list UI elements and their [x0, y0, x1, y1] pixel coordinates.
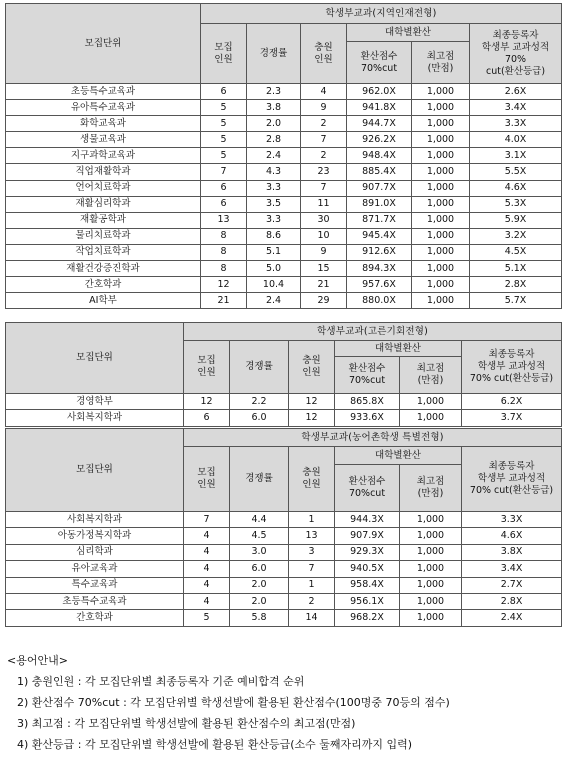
cell-filled: 2 — [301, 116, 347, 132]
cell-competition: 5.8 — [230, 610, 289, 626]
cell-final-grade: 3.4X — [470, 100, 562, 116]
cell-max-score: 1,000 — [412, 212, 470, 228]
cell-recruit: 7 — [184, 512, 230, 528]
header-final: 최종등록자 학생부 교과성적 70% cut(환산등급) — [462, 341, 562, 394]
cell-conv-score: 880.0X — [347, 293, 412, 309]
cell-unit: 초등특수교육과 — [6, 84, 201, 100]
cell-filled: 1 — [289, 577, 335, 593]
table-row — [6, 410, 562, 426]
header-conv-score: 환산점수 70%cut — [347, 42, 412, 84]
header-univ-conv: 대학별환산 — [335, 341, 462, 357]
cell-competition: 4.5 — [230, 528, 289, 544]
cell-competition: 8.6 — [247, 228, 301, 244]
cell-final-grade: 4.6X — [470, 180, 562, 196]
cell-recruit: 4 — [184, 528, 230, 544]
cell-competition: 6.0 — [230, 561, 289, 577]
cell-competition: 2.4 — [247, 293, 301, 309]
cell-recruit: 7 — [201, 164, 247, 180]
note-item: 2) 환산점수 70%cut : 각 모집단위별 학생선발에 활용된 환산점수(100명중 70등의 점수) — [17, 696, 450, 709]
admission-table-regional — [5, 3, 562, 309]
cell-recruit: 4 — [184, 561, 230, 577]
cell-filled: 1 — [289, 512, 335, 528]
cell-conv-score: 926.2X — [347, 132, 412, 148]
cell-conv-score: 958.4X — [335, 577, 400, 593]
header-conv-score: 환산점수 70%cut — [335, 465, 400, 512]
cell-unit: 특수교육과 — [6, 577, 184, 593]
cell-max-score: 1,000 — [400, 610, 462, 626]
header-unit: 모집단위 — [6, 429, 184, 512]
cell-final-grade: 3.8X — [462, 544, 562, 560]
cell-unit: 재활건강증진학과 — [6, 261, 201, 277]
cell-conv-score: 945.4X — [347, 228, 412, 244]
cell-recruit: 8 — [201, 244, 247, 260]
cell-competition: 3.3 — [247, 180, 301, 196]
cell-final-grade: 3.1X — [470, 148, 562, 164]
cell-competition: 3.3 — [247, 212, 301, 228]
cell-conv-score: 907.7X — [347, 180, 412, 196]
table-row — [6, 577, 562, 593]
cell-final-grade: 3.3X — [462, 512, 562, 528]
cell-competition: 2.3 — [247, 84, 301, 100]
header-recruit: 모집 인원 — [201, 24, 247, 84]
cell-competition: 2.0 — [230, 577, 289, 593]
table-row — [6, 512, 562, 528]
cell-filled: 30 — [301, 212, 347, 228]
cell-conv-score: 871.7X — [347, 212, 412, 228]
cell-filled: 2 — [289, 593, 335, 609]
cell-max-score: 1,000 — [400, 561, 462, 577]
cell-unit: 재활공학과 — [6, 212, 201, 228]
header-univ-conv: 대학별환산 — [347, 24, 470, 42]
cell-unit: 물리치료학과 — [6, 228, 201, 244]
cell-conv-score: 865.8X — [335, 394, 400, 410]
cell-unit: 재활심리학과 — [6, 196, 201, 212]
cell-conv-score: 940.5X — [335, 561, 400, 577]
cell-recruit: 5 — [184, 610, 230, 626]
cell-final-grade: 2.4X — [462, 610, 562, 626]
cell-final-grade: 2.7X — [462, 577, 562, 593]
cell-conv-score: 957.6X — [347, 277, 412, 293]
cell-filled: 23 — [301, 164, 347, 180]
cell-max-score: 1,000 — [412, 293, 470, 309]
cell-competition: 10.4 — [247, 277, 301, 293]
cell-conv-score: 944.7X — [347, 116, 412, 132]
cell-conv-score: 912.6X — [347, 244, 412, 260]
cell-unit: 화학교육과 — [6, 116, 201, 132]
cell-filled: 21 — [301, 277, 347, 293]
cell-final-grade: 3.3X — [470, 116, 562, 132]
cell-final-grade: 3.2X — [470, 228, 562, 244]
cell-unit: 직업재활학과 — [6, 164, 201, 180]
cell-filled: 11 — [301, 196, 347, 212]
table-row — [6, 180, 562, 196]
header-filled: 충원 인원 — [289, 447, 335, 512]
table-row — [6, 228, 562, 244]
table-row — [6, 610, 562, 626]
header-competition: 경쟁률 — [247, 24, 301, 84]
cell-max-score: 1,000 — [400, 528, 462, 544]
terminology-notes — [7, 650, 450, 755]
notes-heading: <용어안내> — [7, 654, 68, 667]
cell-recruit: 13 — [201, 212, 247, 228]
cell-competition: 2.4 — [247, 148, 301, 164]
cell-unit: 경영학부 — [6, 394, 184, 410]
cell-final-grade: 5.9X — [470, 212, 562, 228]
cell-competition: 3.8 — [247, 100, 301, 116]
cell-filled: 4 — [301, 84, 347, 100]
cell-recruit: 5 — [201, 132, 247, 148]
note-item: 3) 최고점 : 각 모집단위별 학생선발에 활용된 환산점수의 최고점(만점) — [17, 717, 356, 730]
cell-conv-score: 956.1X — [335, 593, 400, 609]
cell-max-score: 1,000 — [412, 196, 470, 212]
cell-filled: 14 — [289, 610, 335, 626]
cell-unit: AI학부 — [6, 293, 201, 309]
header-final: 최종등록자 학생부 교과성적 70% cut(환산등급) — [462, 447, 562, 512]
cell-unit: 언어치료학과 — [6, 180, 201, 196]
cell-max-score: 1,000 — [412, 164, 470, 180]
table-row — [6, 196, 562, 212]
cell-recruit: 4 — [184, 577, 230, 593]
cell-unit: 사회복지학과 — [6, 410, 184, 426]
header-filled: 충원 인원 — [289, 341, 335, 394]
cell-max-score: 1,000 — [400, 394, 462, 410]
cell-competition: 5.0 — [247, 261, 301, 277]
cell-competition: 2.0 — [247, 116, 301, 132]
cell-max-score: 1,000 — [400, 544, 462, 560]
cell-recruit: 12 — [201, 277, 247, 293]
header-unit: 모집단위 — [6, 4, 201, 84]
header-max-score: 최고점 (만점) — [400, 357, 462, 394]
cell-final-grade: 4.6X — [462, 528, 562, 544]
cell-conv-score: 907.9X — [335, 528, 400, 544]
cell-competition: 2.0 — [230, 593, 289, 609]
cell-final-grade: 5.3X — [470, 196, 562, 212]
table-row — [6, 116, 562, 132]
cell-competition: 6.0 — [230, 410, 289, 426]
cell-unit: 유아특수교육과 — [6, 100, 201, 116]
header-univ-conv: 대학별환산 — [335, 447, 462, 465]
cell-unit: 작업치료학과 — [6, 244, 201, 260]
table-row — [6, 261, 562, 277]
cell-filled: 12 — [289, 410, 335, 426]
cell-final-grade: 2.6X — [470, 84, 562, 100]
cell-max-score: 1,000 — [400, 410, 462, 426]
note-item: 4) 환산등급 : 각 모집단위별 학생선발에 활용된 환산등급(소수 둘째자리까지 입력) — [17, 738, 413, 751]
table-title: 학생부교과(고른기회전형) — [184, 323, 562, 341]
cell-final-grade: 5.7X — [470, 293, 562, 309]
table-title: 학생부교과(지역인재전형) — [201, 4, 562, 24]
header-recruit: 모집 인원 — [184, 447, 230, 512]
cell-conv-score: 929.3X — [335, 544, 400, 560]
cell-competition: 5.1 — [247, 244, 301, 260]
cell-max-score: 1,000 — [412, 244, 470, 260]
cell-filled: 29 — [301, 293, 347, 309]
cell-filled: 2 — [301, 148, 347, 164]
cell-unit: 아동가정복지학과 — [6, 528, 184, 544]
cell-unit: 지구과학교육과 — [6, 148, 201, 164]
cell-final-grade: 5.5X — [470, 164, 562, 180]
cell-conv-score: 968.2X — [335, 610, 400, 626]
header-competition: 경쟁률 — [230, 447, 289, 512]
table-row — [6, 244, 562, 260]
cell-unit: 생물교육과 — [6, 132, 201, 148]
cell-unit: 초등특수교육과 — [6, 593, 184, 609]
cell-recruit: 8 — [201, 228, 247, 244]
header-filled: 충원 인원 — [301, 24, 347, 84]
cell-recruit: 6 — [201, 84, 247, 100]
header-competition: 경쟁률 — [230, 341, 289, 394]
cell-recruit: 21 — [201, 293, 247, 309]
cell-unit: 간호학과 — [6, 277, 201, 293]
cell-recruit: 4 — [184, 593, 230, 609]
cell-competition: 4.4 — [230, 512, 289, 528]
cell-max-score: 1,000 — [412, 180, 470, 196]
cell-unit: 간호학과 — [6, 610, 184, 626]
cell-final-grade: 3.7X — [462, 410, 562, 426]
table-row — [6, 84, 562, 100]
cell-recruit: 8 — [201, 261, 247, 277]
admission-table-rural — [5, 428, 562, 627]
cell-max-score: 1,000 — [412, 277, 470, 293]
table-row — [6, 148, 562, 164]
header-final: 최종등록자 학생부 교과성적 70% cut(환산등급) — [470, 24, 562, 84]
header-conv-score: 환산점수 70%cut — [335, 357, 400, 394]
cell-conv-score: 933.6X — [335, 410, 400, 426]
table-row — [6, 212, 562, 228]
cell-unit: 심리학과 — [6, 544, 184, 560]
table-row — [6, 528, 562, 544]
cell-max-score: 1,000 — [400, 577, 462, 593]
table-row — [6, 277, 562, 293]
admission-table-equal-opportunity — [5, 322, 562, 427]
cell-filled: 7 — [301, 132, 347, 148]
cell-recruit: 4 — [184, 544, 230, 560]
table-row — [6, 544, 562, 560]
cell-max-score: 1,000 — [412, 84, 470, 100]
header-max-score: 최고점 (만점) — [400, 465, 462, 512]
cell-conv-score: 948.4X — [347, 148, 412, 164]
cell-filled: 9 — [301, 100, 347, 116]
cell-filled: 15 — [301, 261, 347, 277]
cell-filled: 7 — [301, 180, 347, 196]
cell-conv-score: 941.8X — [347, 100, 412, 116]
cell-conv-score: 944.3X — [335, 512, 400, 528]
cell-max-score: 1,000 — [400, 512, 462, 528]
cell-conv-score: 894.3X — [347, 261, 412, 277]
table-row — [6, 561, 562, 577]
cell-filled: 3 — [289, 544, 335, 560]
cell-max-score: 1,000 — [412, 116, 470, 132]
cell-competition: 3.0 — [230, 544, 289, 560]
cell-final-grade: 2.8X — [470, 277, 562, 293]
table-row — [6, 100, 562, 116]
header-recruit: 모집 인원 — [184, 341, 230, 394]
cell-max-score: 1,000 — [412, 100, 470, 116]
cell-final-grade: 4.5X — [470, 244, 562, 260]
table-row — [6, 293, 562, 309]
cell-recruit: 6 — [201, 180, 247, 196]
cell-filled: 12 — [289, 394, 335, 410]
table-title: 학생부교과(농어촌학생 특별전형) — [184, 429, 562, 447]
cell-unit: 사회복지학과 — [6, 512, 184, 528]
cell-final-grade: 6.2X — [462, 394, 562, 410]
cell-filled: 10 — [301, 228, 347, 244]
cell-recruit: 5 — [201, 116, 247, 132]
cell-filled: 7 — [289, 561, 335, 577]
table-row — [6, 394, 562, 410]
cell-recruit: 5 — [201, 148, 247, 164]
cell-max-score: 1,000 — [412, 261, 470, 277]
cell-conv-score: 885.4X — [347, 164, 412, 180]
table-row — [6, 132, 562, 148]
header-max-score: 최고점 (만점) — [412, 42, 470, 84]
cell-unit: 유아교육과 — [6, 561, 184, 577]
cell-competition: 4.3 — [247, 164, 301, 180]
cell-filled: 9 — [301, 244, 347, 260]
cell-final-grade: 2.8X — [462, 593, 562, 609]
cell-competition: 3.5 — [247, 196, 301, 212]
cell-final-grade: 4.0X — [470, 132, 562, 148]
cell-final-grade: 5.1X — [470, 261, 562, 277]
table-row — [6, 164, 562, 180]
cell-max-score: 1,000 — [412, 132, 470, 148]
cell-recruit: 5 — [201, 100, 247, 116]
cell-filled: 13 — [289, 528, 335, 544]
note-item: 1) 충원인원 : 각 모집단위별 최종등록자 기준 예비합격 순위 — [17, 675, 305, 688]
cell-recruit: 6 — [201, 196, 247, 212]
cell-competition: 2.2 — [230, 394, 289, 410]
cell-conv-score: 962.0X — [347, 84, 412, 100]
cell-final-grade: 3.4X — [462, 561, 562, 577]
table-row — [6, 593, 562, 609]
cell-competition: 2.8 — [247, 132, 301, 148]
cell-max-score: 1,000 — [412, 148, 470, 164]
cell-max-score: 1,000 — [412, 228, 470, 244]
header-unit: 모집단위 — [6, 323, 184, 394]
cell-conv-score: 891.0X — [347, 196, 412, 212]
cell-max-score: 1,000 — [400, 593, 462, 609]
cell-recruit: 12 — [184, 394, 230, 410]
cell-recruit: 6 — [184, 410, 230, 426]
